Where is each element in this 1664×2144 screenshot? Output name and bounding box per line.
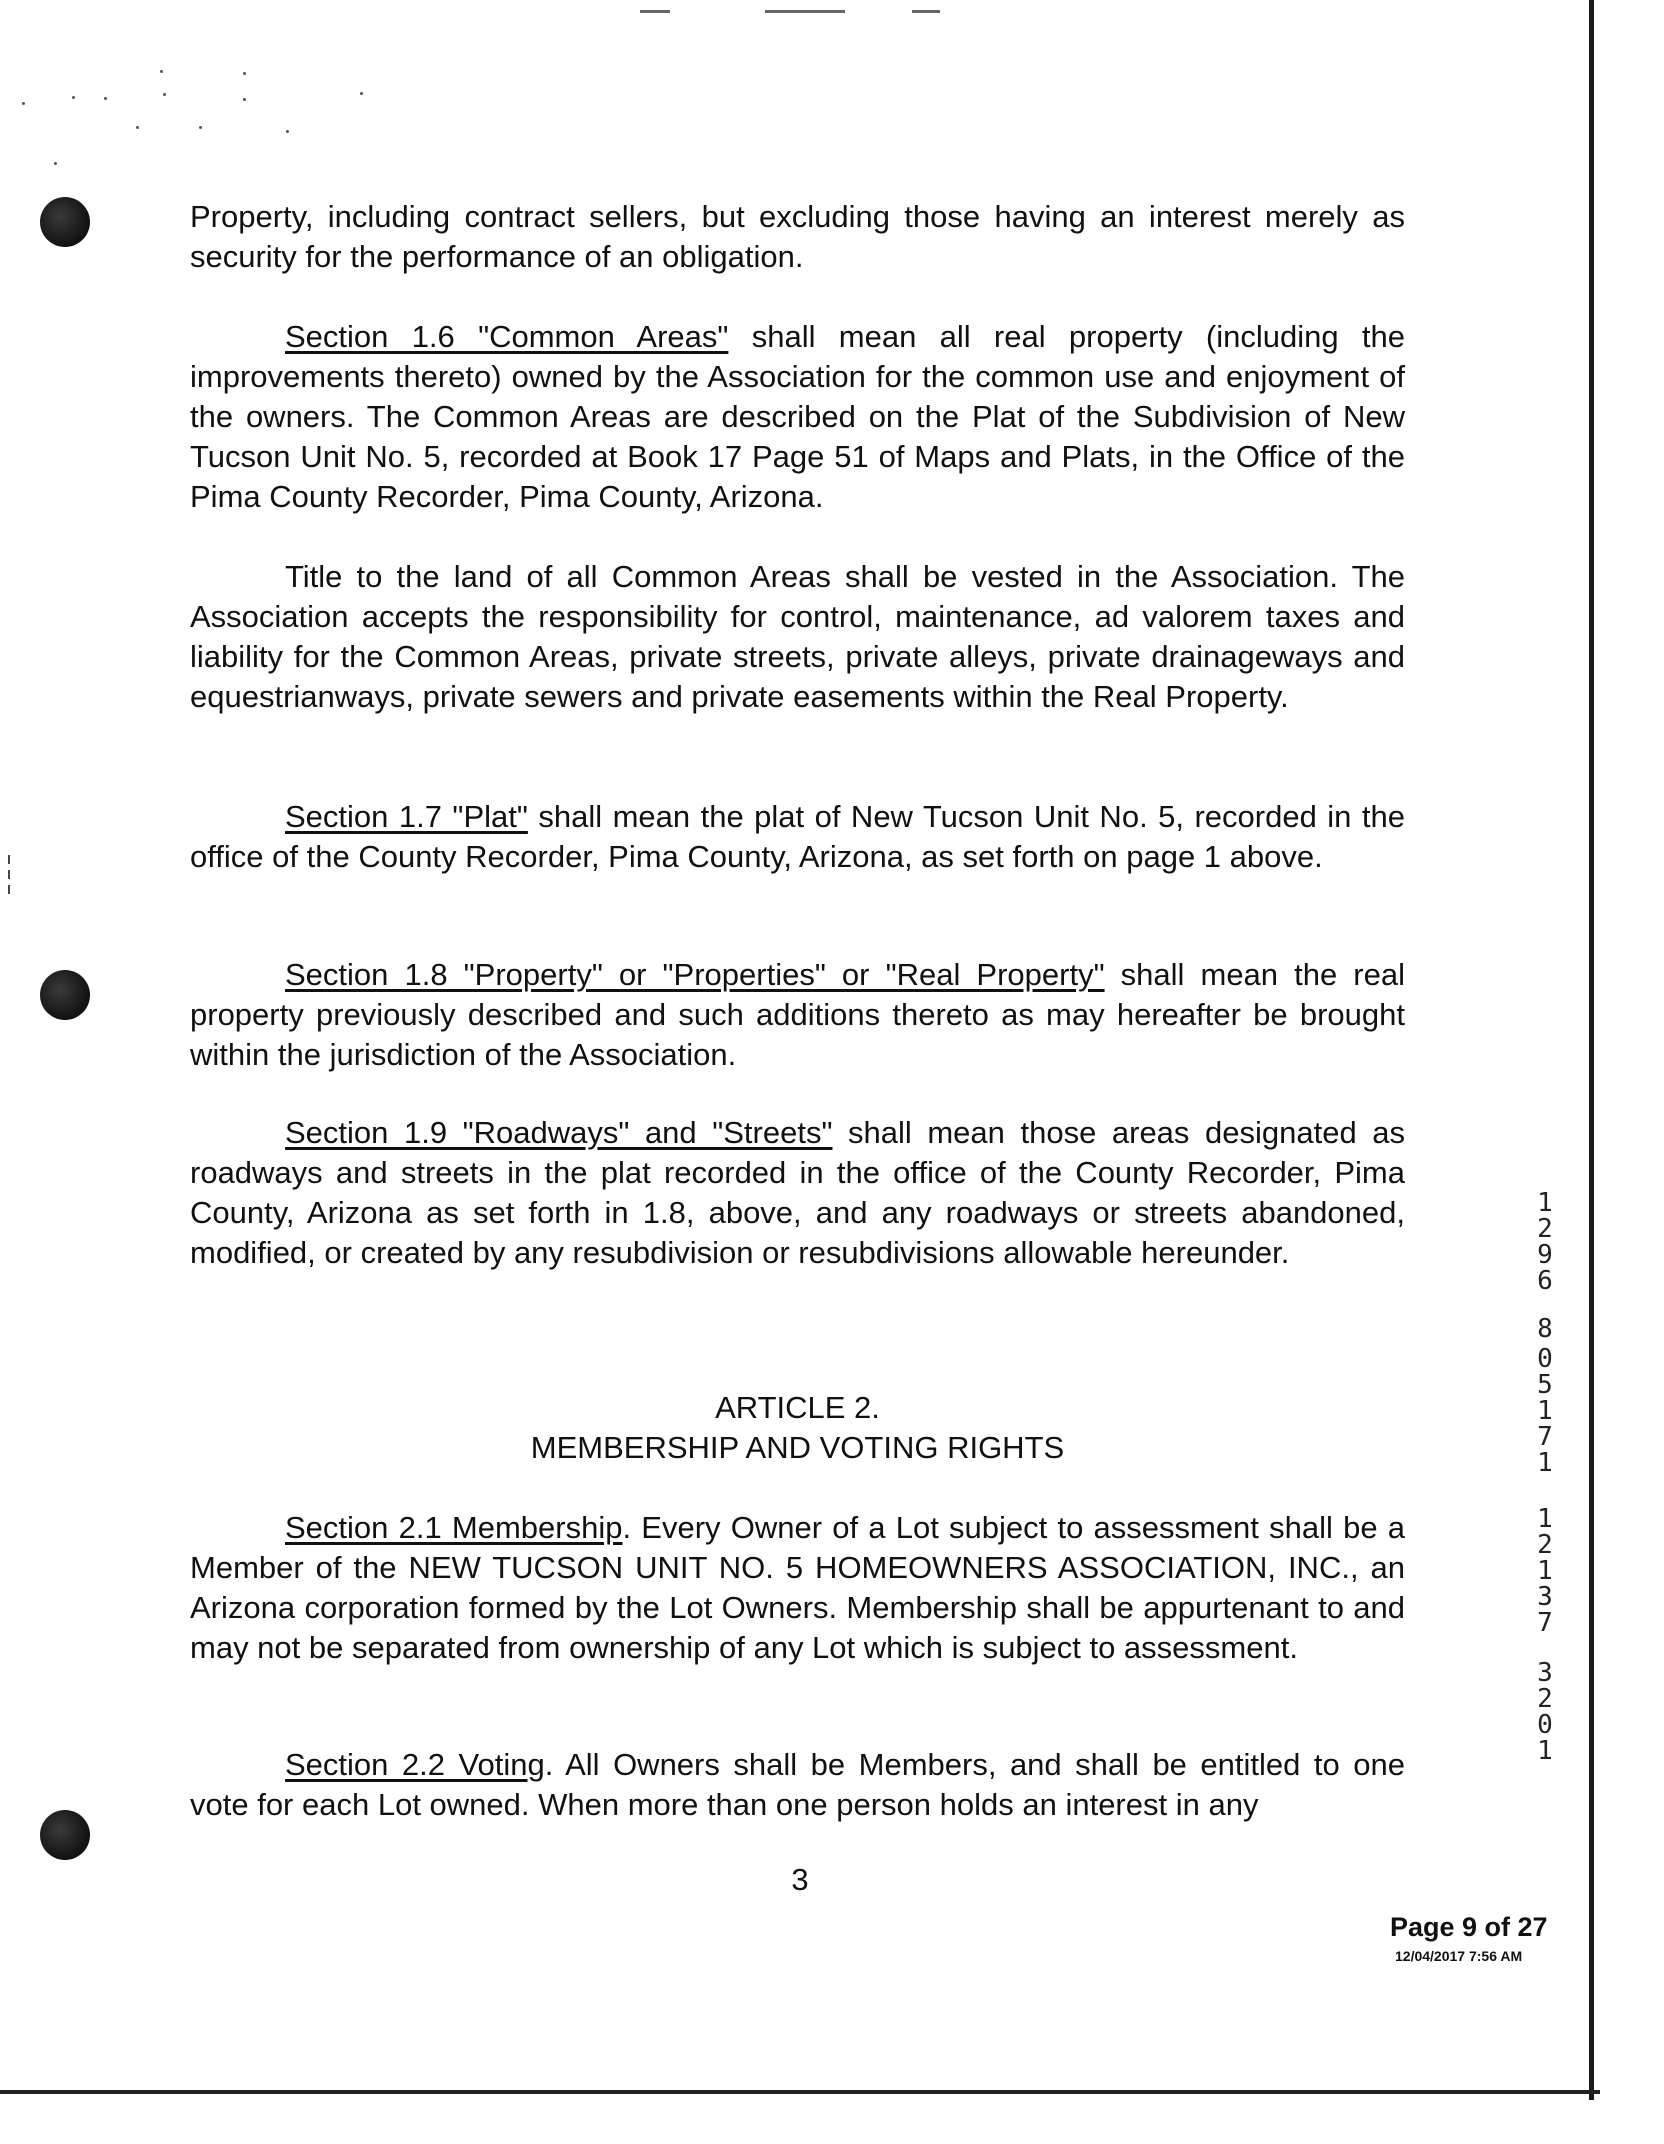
punch-hole <box>40 1810 90 1860</box>
scan-speck <box>199 126 202 129</box>
punch-hole <box>40 197 90 247</box>
page-number: 3 <box>791 1862 809 1897</box>
stamp-digit: 3 <box>1537 1582 1553 1612</box>
stamp-digit: 9 <box>1537 1240 1553 1270</box>
stamp-digit: 0 <box>1537 1710 1553 1740</box>
stamp-digit: 2 <box>1537 1214 1553 1244</box>
stamp-digit: 7 <box>1537 1422 1553 1452</box>
section-heading: Section 2.2 Voting <box>285 1747 545 1782</box>
stamp-digit: 5 <box>1537 1370 1553 1400</box>
scan-speck <box>243 72 246 75</box>
section-heading: Section 1.7 "Plat" <box>285 799 528 834</box>
paragraph-continuation <box>190 197 1405 277</box>
article-number: ARTICLE 2. <box>715 1390 880 1425</box>
paragraph-text: . Every Owner of a Lot subject to assessment shall be a Member of the NEW TUCSON UNIT NO. 5 HOMEOWNERS ASSOCIATION, INC., an Arizona corporation formed by the Lot Owners. Membership shall be appurtenant to and may not be separated from ownership of any Lot which is subject to assessment. <box>190 1510 1406 1665</box>
scan-speck <box>104 97 107 100</box>
recorder-sequence-stamp <box>1530 1506 1560 1764</box>
section-1-7 <box>190 797 1405 877</box>
scan-speck <box>22 102 25 105</box>
scan-mark <box>912 10 940 13</box>
stamp-digit: 1 <box>1537 1556 1553 1586</box>
punch-hole <box>40 970 90 1020</box>
stamp-digit: 2 <box>1537 1530 1553 1560</box>
stamp-digit: 1 <box>1537 1188 1553 1218</box>
scan-speck <box>286 130 289 133</box>
section-2-1 <box>190 1508 1405 1668</box>
stamp-digit: 6 <box>1537 1266 1553 1296</box>
paragraph-text: Property, including contract sellers, but excluding those having an interest merely as security for the performance of an obligation. <box>190 199 1405 274</box>
page-count: Page 9 of 27 <box>1390 1912 1548 1942</box>
scan-speck <box>54 162 57 165</box>
article-title: MEMBERSHIP AND VOTING RIGHTS <box>530 1430 1065 1465</box>
scan-speck <box>136 126 139 129</box>
paragraph-text: shall mean the plat of New Tucson Unit No. 5, recorded in the office of the County Recorder, Pima County, Arizona, as set forth on page 1 above. <box>190 799 1405 874</box>
paragraph-text: shall mean those areas designated as roadways and streets in the plat recorded in the office of the County Recorder, Pima County, Arizona as set forth in 1.8, above, and any roadways or streets abandoned, modified, or created by any resubdivision or resubdivisions allowable hereunder. <box>190 1115 1405 1270</box>
scan-mark <box>640 10 670 13</box>
paragraph-title-to-land <box>190 557 1405 717</box>
section-heading: Section 2.1 Membership <box>285 1510 623 1545</box>
scan-border-right <box>1589 0 1594 2100</box>
scan-speck <box>72 96 75 99</box>
stamp-digit: 1 <box>1537 1396 1553 1426</box>
scan-speck <box>163 93 166 96</box>
scan-mark <box>8 885 10 894</box>
scan-speck <box>243 98 246 101</box>
section-1-8 <box>190 955 1405 1075</box>
section-2-2 <box>190 1745 1405 1825</box>
paragraph-text: . All Owners shall be Members, and shall be entitled to one vote for each Lot owned. When more than one person holds an interest in any <box>190 1747 1405 1822</box>
section-heading: Section 1.9 "Roadways" and "Streets" <box>285 1115 833 1150</box>
paragraph-text: shall mean all real property (including the improvements thereto) owned by the Association for the common use and enjoyment of the owners. The Common Areas are described on the Plat of the Subdivision of New Tucson Unit No. 5, recorded at Book 17 Page 51 of Maps and Plats, in the Office of the Pima County Recorder, Pima County, Arizona. <box>190 319 1405 514</box>
scan-mark <box>765 10 845 13</box>
stamp-digit: 8 <box>1537 1314 1553 1344</box>
stamp-digit: 7 <box>1537 1608 1553 1638</box>
scan-speck <box>360 92 363 95</box>
scan-mark <box>8 870 10 879</box>
stamp-digit: 1 <box>1537 1736 1553 1766</box>
scan-mark <box>8 855 10 864</box>
stamp-digit: 0 <box>1537 1344 1553 1374</box>
section-heading: Section 1.6 "Common Areas" <box>285 319 729 354</box>
stamp-digit: 2 <box>1537 1684 1553 1714</box>
scan-speck <box>160 70 163 73</box>
stamp-digit: 1 <box>1537 1448 1553 1478</box>
paragraph-text: shall mean the real property previously described and such additions thereto as may hereafter be brought within the jurisdiction of the Association. <box>190 957 1405 1072</box>
print-timestamp: 12/04/2017 7:56 AM <box>1395 1948 1523 1964</box>
section-heading: Section 1.8 "Property" or "Properties" or "Real Property" <box>285 957 1105 992</box>
paragraph-text: Title to the land of all Common Areas shall be vested in the Association. The Association accepts the responsibility for control, maintenance, ad valorem taxes and liability for the Common Areas, private streets, private alleys, private drainageways and equestrianways, private sewers and private easements within the Real Property. <box>190 559 1405 714</box>
section-1-9 <box>190 1113 1405 1273</box>
scan-border-bottom <box>0 2090 1600 2094</box>
stamp-digit: 1 <box>1537 1504 1553 1534</box>
stamp-digit: 3 <box>1537 1658 1553 1688</box>
recorder-docket-stamp <box>1530 1190 1560 1476</box>
section-1-6 <box>190 317 1405 517</box>
